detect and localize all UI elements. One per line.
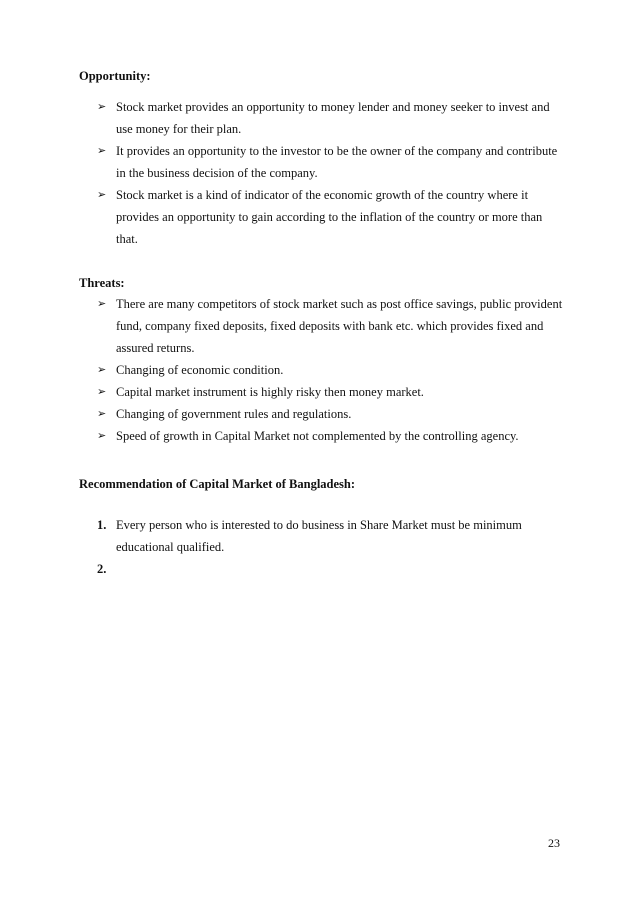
list-item-text: Stock market is a kind of indicator of the economic growth of the country where it provides an opportunity to gain according to the inflation of the country or more than that. [116,188,543,246]
list-item [97,359,567,381]
recommendation-list [97,514,567,576]
arrow-bullet-icon: ➢ [97,386,107,398]
list-item [97,425,567,447]
list-item-text: Capital market instrument is highly risky then money market. [116,385,424,399]
recommendation-heading: Recommendation of Capital Market of Bangladesh: [79,477,356,491]
page-number: 23 [548,836,560,850]
opportunity-heading: Opportunity: [79,69,151,83]
arrow-bullet-icon: ➢ [97,101,107,113]
arrow-bullet-icon: ➢ [97,145,107,157]
arrow-bullet-icon: ➢ [97,298,107,310]
opportunity-list [97,96,567,250]
list-item-text: Stock market provides an opportunity to money lender and money seeker to invest and use money for their plan. [116,100,550,136]
list-item [97,514,567,558]
arrow-bullet-icon: ➢ [97,364,107,376]
list-item-text: There are many competitors of stock market such as post office savings, public provident fund, company fixed deposits, fixed deposits with bank etc. which provides fixed and assured returns. [116,297,563,355]
list-item-text: Changing of economic condition. [116,363,284,377]
arrow-bullet-icon: ➢ [97,408,107,420]
list-item-text: Speed of growth in Capital Market not complemented by the controlling agency. [116,429,519,443]
list-item [97,293,567,359]
arrow-bullet-icon: ➢ [97,189,107,201]
list-item-text: Changing of government rules and regulations. [116,407,352,421]
arrow-bullet-icon: ➢ [97,430,107,442]
threats-list [97,293,567,447]
list-item-text: It provides an opportunity to the investor to be the owner of the company and contribute in the business decision of the company. [116,144,558,180]
list-number: 1. [97,518,107,532]
list-number: 2. [97,562,107,576]
list-item [97,381,567,403]
list-item [97,403,567,425]
list-item [97,96,567,140]
list-item [97,184,567,250]
list-item-text: Every person who is interested to do business in Share Market must be minimum educational qualified. [116,518,522,554]
list-item [97,140,567,184]
threats-heading: Threats: [79,276,125,290]
